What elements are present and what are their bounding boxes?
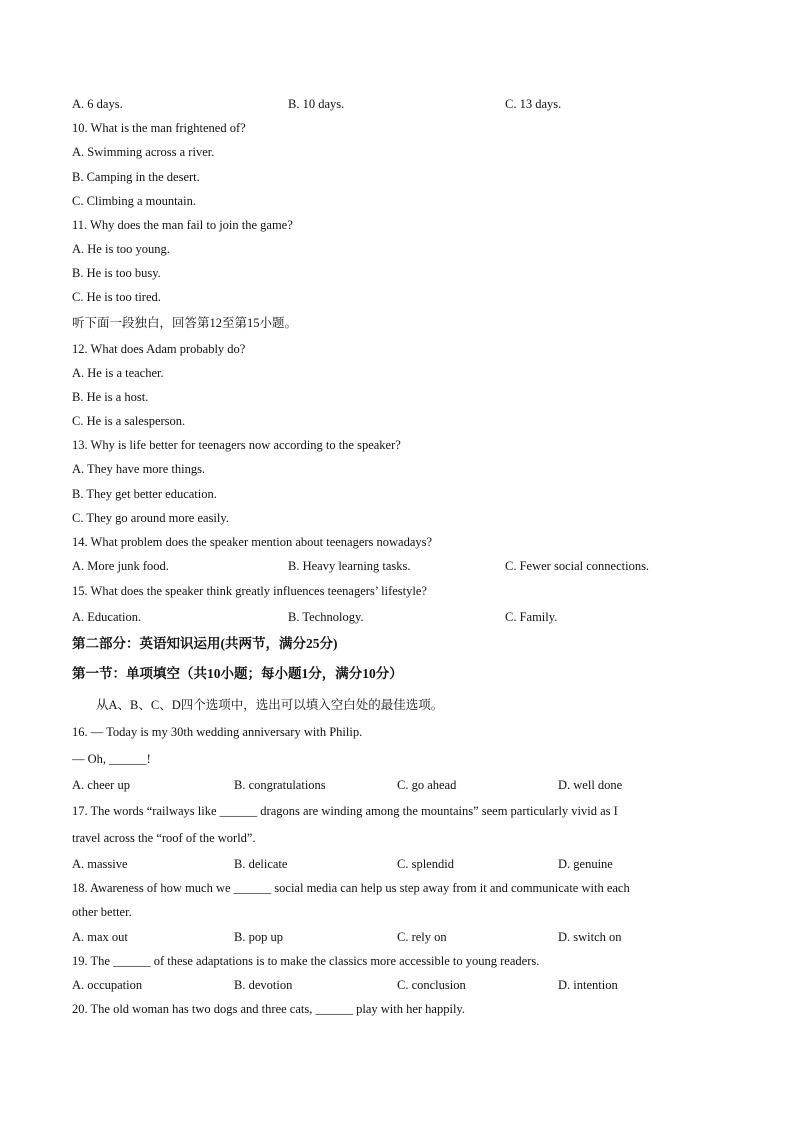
section1-instruction: 从A、B、C、D四个选项中，选出可以填入空白处的最佳选项。 bbox=[96, 698, 444, 712]
q16-option-d: D. well done bbox=[558, 778, 623, 792]
q13-option-a: A. They have more things. bbox=[72, 462, 206, 476]
q18-option-a: A. max out bbox=[72, 930, 128, 944]
q16-option-b: B. congratulations bbox=[234, 778, 326, 792]
q11-option-a: A. He is too young. bbox=[72, 242, 170, 256]
q17-stem-line2: travel across the “roof of the world”. bbox=[72, 831, 256, 845]
q17-option-b: B. delicate bbox=[234, 857, 288, 871]
q11-option-c: C. He is too tired. bbox=[72, 290, 161, 304]
q12-option-a: A. He is a teacher. bbox=[72, 366, 164, 380]
monologue-instruction: 听下面一段独白，回答第12至第15小题。 bbox=[72, 316, 298, 330]
q17-option-d: D. genuine bbox=[558, 857, 613, 871]
q19-option-b: B. devotion bbox=[234, 978, 293, 992]
q9-option-b: B. 10 days. bbox=[288, 97, 345, 111]
q14-option-c: C. Fewer social connections. bbox=[505, 559, 650, 573]
q15-option-a: A. Education. bbox=[72, 610, 142, 624]
q15-option-c: C. Family. bbox=[505, 610, 558, 624]
q13-stem: 13. Why is life better for teenagers now according to the speaker? bbox=[72, 438, 401, 452]
q12-option-c: C. He is a salesperson. bbox=[72, 414, 186, 428]
q14-option-b: B. Heavy learning tasks. bbox=[288, 559, 411, 573]
q12-option-b: B. He is a host. bbox=[72, 390, 149, 404]
q19-stem: 19. The ______ of these adaptations is to make the classics more accessible to young readers. bbox=[72, 954, 540, 968]
part2-heading: 第二部分：英语知识运用(共两节，满分25分) bbox=[72, 636, 338, 651]
q10-option-c: C. Climbing a mountain. bbox=[72, 194, 196, 208]
q16-option-a: A. cheer up bbox=[72, 778, 130, 792]
q20-stem: 20. The old woman has two dogs and three cats, ______ play with her happily. bbox=[72, 1002, 465, 1016]
q14-stem: 14. What problem does the speaker mention about teenagers nowadays? bbox=[72, 535, 433, 549]
q10-option-a: A. Swimming across a river. bbox=[72, 145, 215, 159]
q19-option-a: A. occupation bbox=[72, 978, 143, 992]
q13-option-c: C. They go around more easily. bbox=[72, 511, 229, 525]
q14-option-a: A. More junk food. bbox=[72, 559, 169, 573]
q13-option-b: B. They get better education. bbox=[72, 487, 217, 501]
q16-stem: 16. — Today is my 30th wedding anniversary with Philip. bbox=[72, 725, 363, 739]
q15-stem: 15. What does the speaker think greatly influences teenagers’ lifestyle? bbox=[72, 584, 427, 598]
q17-option-a: A. massive bbox=[72, 857, 128, 871]
q10-option-b: B. Camping in the desert. bbox=[72, 170, 200, 184]
q19-option-c: C. conclusion bbox=[397, 978, 466, 992]
q19-option-d: D. intention bbox=[558, 978, 618, 992]
q16-option-c: C. go ahead bbox=[397, 778, 457, 792]
q9-option-a: A. 6 days. bbox=[72, 97, 123, 111]
section1-heading: 第一节：单项填空（共10小题；每小题1分，满分10分） bbox=[72, 666, 403, 681]
q18-option-b: B. pop up bbox=[234, 930, 283, 944]
q18-stem-line2: other better. bbox=[72, 905, 132, 919]
q11-stem: 11. Why does the man fail to join the game? bbox=[72, 218, 293, 232]
q16-reply: — Oh, ______! bbox=[72, 752, 151, 766]
q17-stem-line1: 17. The words “railways like ______ dragons are winding among the mountains” seem particularly vivid as I bbox=[72, 804, 618, 818]
q18-option-d: D. switch on bbox=[558, 930, 622, 944]
q17-option-c: C. splendid bbox=[397, 857, 454, 871]
q9-option-c: C. 13 days. bbox=[505, 97, 562, 111]
q18-option-c: C. rely on bbox=[397, 930, 447, 944]
q18-stem-line1: 18. Awareness of how much we ______ social media can help us step away from it and communicate with each bbox=[72, 881, 630, 895]
q11-option-b: B. He is too busy. bbox=[72, 266, 161, 280]
q10-stem: 10. What is the man frightened of? bbox=[72, 121, 246, 135]
q12-stem: 12. What does Adam probably do? bbox=[72, 342, 246, 356]
q15-option-b: B. Technology. bbox=[288, 610, 364, 624]
